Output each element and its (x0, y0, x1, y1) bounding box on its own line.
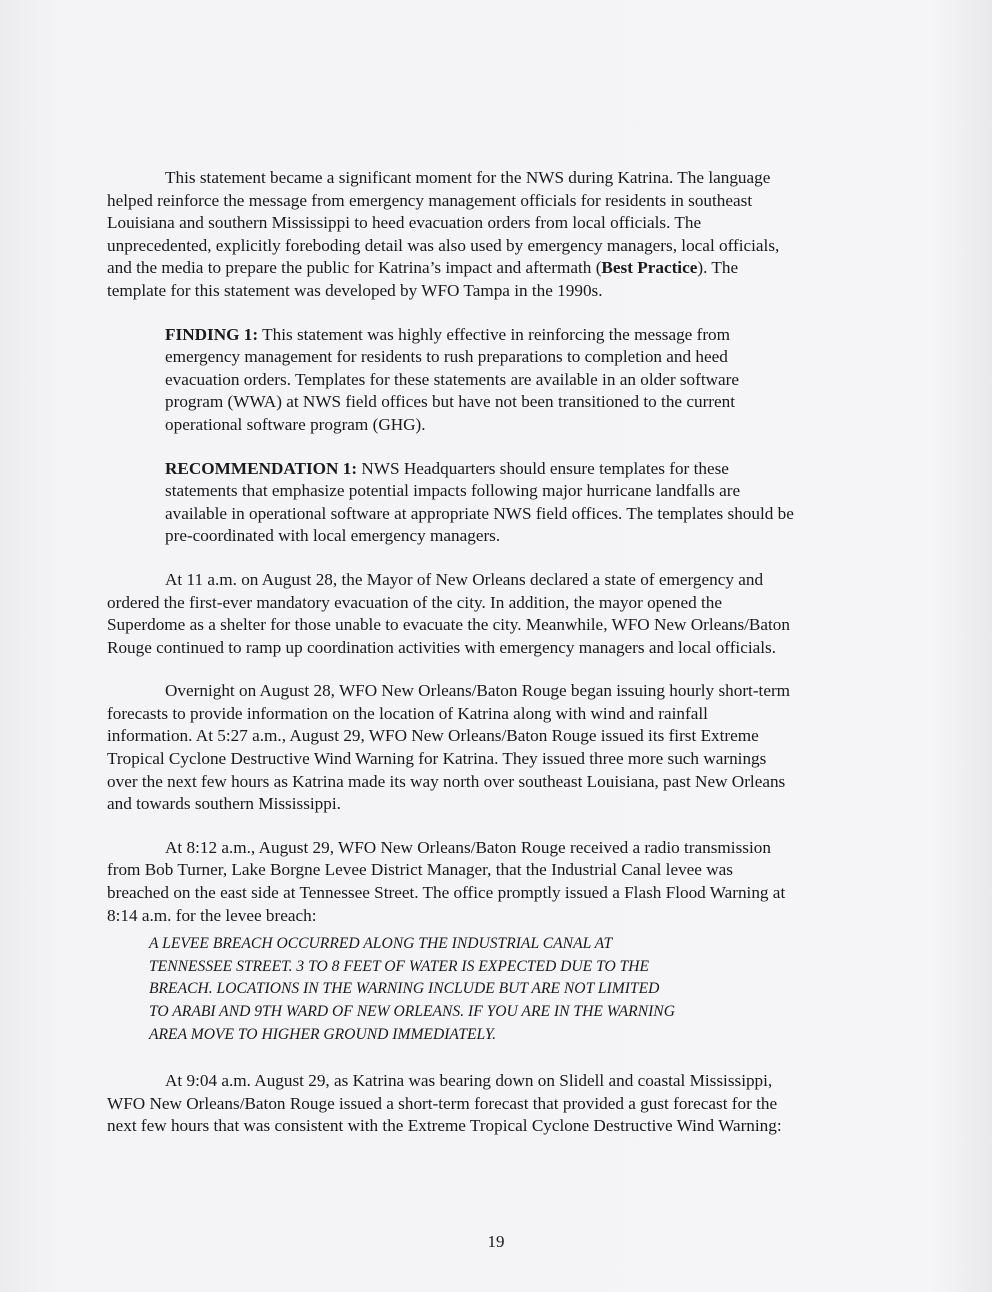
flash-flood-warning-quote (149, 933, 767, 1046)
document-body (107, 167, 797, 1159)
recommendation-text: NWS Headquarters should ensure templates for these statements that emphasize potential impacts following major hurricane landfalls are available in operational software at appropriate NWS field offices. The templates should be pre-coordinated with local emergency managers. (165, 458, 794, 546)
paragraph-overnight-forecasts: Overnight on August 28, WFO New Orleans/Baton Rouge began issuing hourly short-term forecasts to provide information on the location of Katrina along with wind and rainfall information. At 5:27 a.m., August 29, WFO New Orleans/Baton Rouge issued its first Extreme Tropical Cyclone Destructive Wind Warning for Katrina. They issued three more such warnings over the next few hours as Katrina made its way north over southeast Louisiana, past New Orleans and towards southern Mississippi. (107, 681, 791, 814)
finding-text: This statement was highly effective in reinforcing the message from emergency management for residents to rush preparations to completion and heed evacuation orders. Templates for these statements are available in an older software program (WWA) at NWS field offices but have not been transitioned to the current operational software program (GHG). (165, 324, 740, 434)
finding-label: FINDING 1: (165, 324, 259, 344)
paragraph-mayor-evacuation: At 11 a.m. on August 28, the Mayor of New Orleans declared a state of emergency and ordered the first-ever mandatory evacuation of the city. In addition, the mayor opened the Superdome as a shelter for those unable to evacuate the city. Meanwhile, WFO New Orleans/Baton Rouge continued to ramp up coordination activities with emergency managers and local officials. (107, 569, 790, 657)
recommendation-label: RECOMMENDATION 1: (165, 458, 358, 478)
paragraph-statement-significance (107, 167, 797, 303)
quote-line: AREA MOVE TO HIGHER GROUND IMMEDIATELY. (149, 1025, 497, 1043)
quote-line: A LEVEE BREACH OCCURRED ALONG THE INDUSTRIAL CANAL AT (149, 935, 613, 953)
best-practice-label: Best Practice (601, 258, 698, 278)
paragraph-text: ). The template for this statement was developed by WFO Tampa in the 1990s. (107, 258, 739, 300)
paragraph-levee-breach: At 8:12 a.m., August 29, WFO New Orleans/Baton Rouge received a radio transmission from Bob Turner, Lake Borgne Levee District Manager, that the Industrial Canal levee was breached on the east side at Tennessee Street. The office promptly issued a Flash Flood Warning at 8:14 a.m. for the levee breach: (107, 837, 786, 925)
recommendation-block (165, 458, 797, 548)
quote-line: TENNESSEE STREET. 3 TO 8 FEET OF WATER IS EXPECTED DUE TO THE (149, 957, 650, 975)
finding-block (165, 324, 797, 437)
quote-line: BREACH. LOCATIONS IN THE WARNING INCLUDE BUT ARE NOT LIMITED (149, 980, 660, 998)
paragraph-gust-forecast: At 9:04 a.m. August 29, as Katrina was bearing down on Slidell and coastal Mississippi, WFO New Orleans/Baton Rouge issued a short-term forecast that provided a gust forecast for the next few hours that was consistent with the Extreme Tropical Cyclone Destructive Wind Warning: (107, 1071, 782, 1136)
quote-line: TO ARABI AND 9TH WARD OF NEW ORLEANS. IF YOU ARE IN THE WARNING (149, 1003, 675, 1020)
paragraph-text: This statement became a significant moment for the NWS during Katrina. The language helped reinforce the message from emergency management officials for residents in southeast Louisiana and southern Mississippi to heed evacuation orders from local officials. The unprecedented, explicitly foreboding detail was also used by emergency managers, local officials, and the media to prepare the public for Katrina’s impact and aftermath ( (107, 168, 780, 278)
page-number: 19 (487, 1232, 505, 1251)
